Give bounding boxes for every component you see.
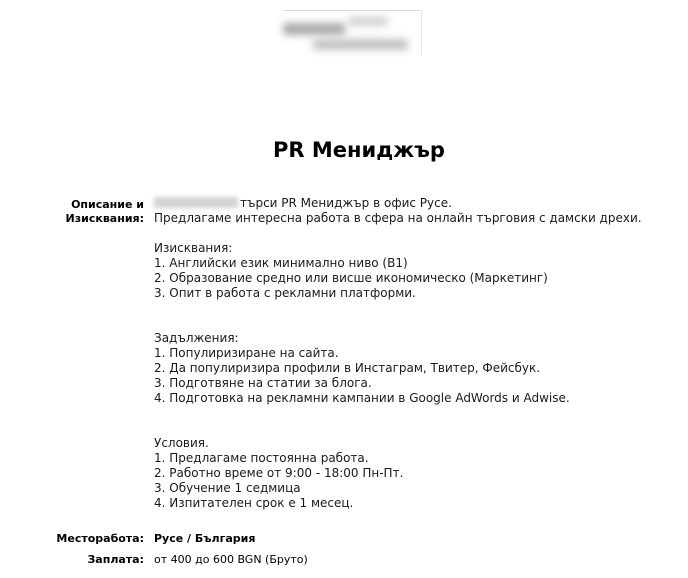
location-label: Месторабота: [56,532,144,545]
duty-item: 1. Популиризиране на сайта. [154,346,339,360]
description-label [0,198,144,226]
description-label-line1: Описание и [71,198,144,211]
location-value: Русе / България [154,532,256,545]
requirement-item: 1. Английски език минимално ниво (B1) [154,256,408,270]
condition-item: 3. Обучение 1 седмица [154,481,301,495]
duty-item: 4. Подготовка на рекламни кампании в Google AdWords и Adwise. [154,391,570,405]
company-name-blurred [154,197,238,208]
salary-value: от 400 до 600 BGN (Бруто) [154,553,308,566]
condition-item: 4. Изпитателен срок е 1 месец. [154,496,354,510]
intro-line-2: Предлагаме интересна работа в сфера на онлайн търговия с дамски дрехи. [154,211,642,225]
job-title: PR Мениджър [273,138,445,162]
company-logo-blurred [283,10,422,55]
conditions-heading: Условия. [154,436,209,450]
job-description [154,196,684,511]
condition-item: 2. Работно време от 9:00 - 18:00 Пн-Пт. [154,466,404,480]
intro-text: търси PR Мениджър в офис Русе. [240,196,452,210]
logo-blur-part [313,39,408,50]
duties-heading: Задължения: [154,331,239,345]
duty-item: 2. Да популиризира профили в Инстаграм, Твитер, Фейсбук. [154,361,541,375]
logo-blur-part [283,23,345,35]
salary-label: Заплата: [87,553,144,566]
duty-item: 3. Подготвяне на статии за блога. [154,376,372,390]
condition-item: 1. Предлагаме постоянна работа. [154,451,369,465]
logo-blur-part [348,17,388,26]
requirement-item: 2. Образование средно или висше икономическо (Маркетинг) [154,271,548,285]
requirements-heading: Изисквания: [154,241,233,255]
requirement-item: 3. Опит в работа с рекламни платформи. [154,286,416,300]
intro-line [154,196,684,211]
description-label-line2: Изисквания: [65,212,144,225]
